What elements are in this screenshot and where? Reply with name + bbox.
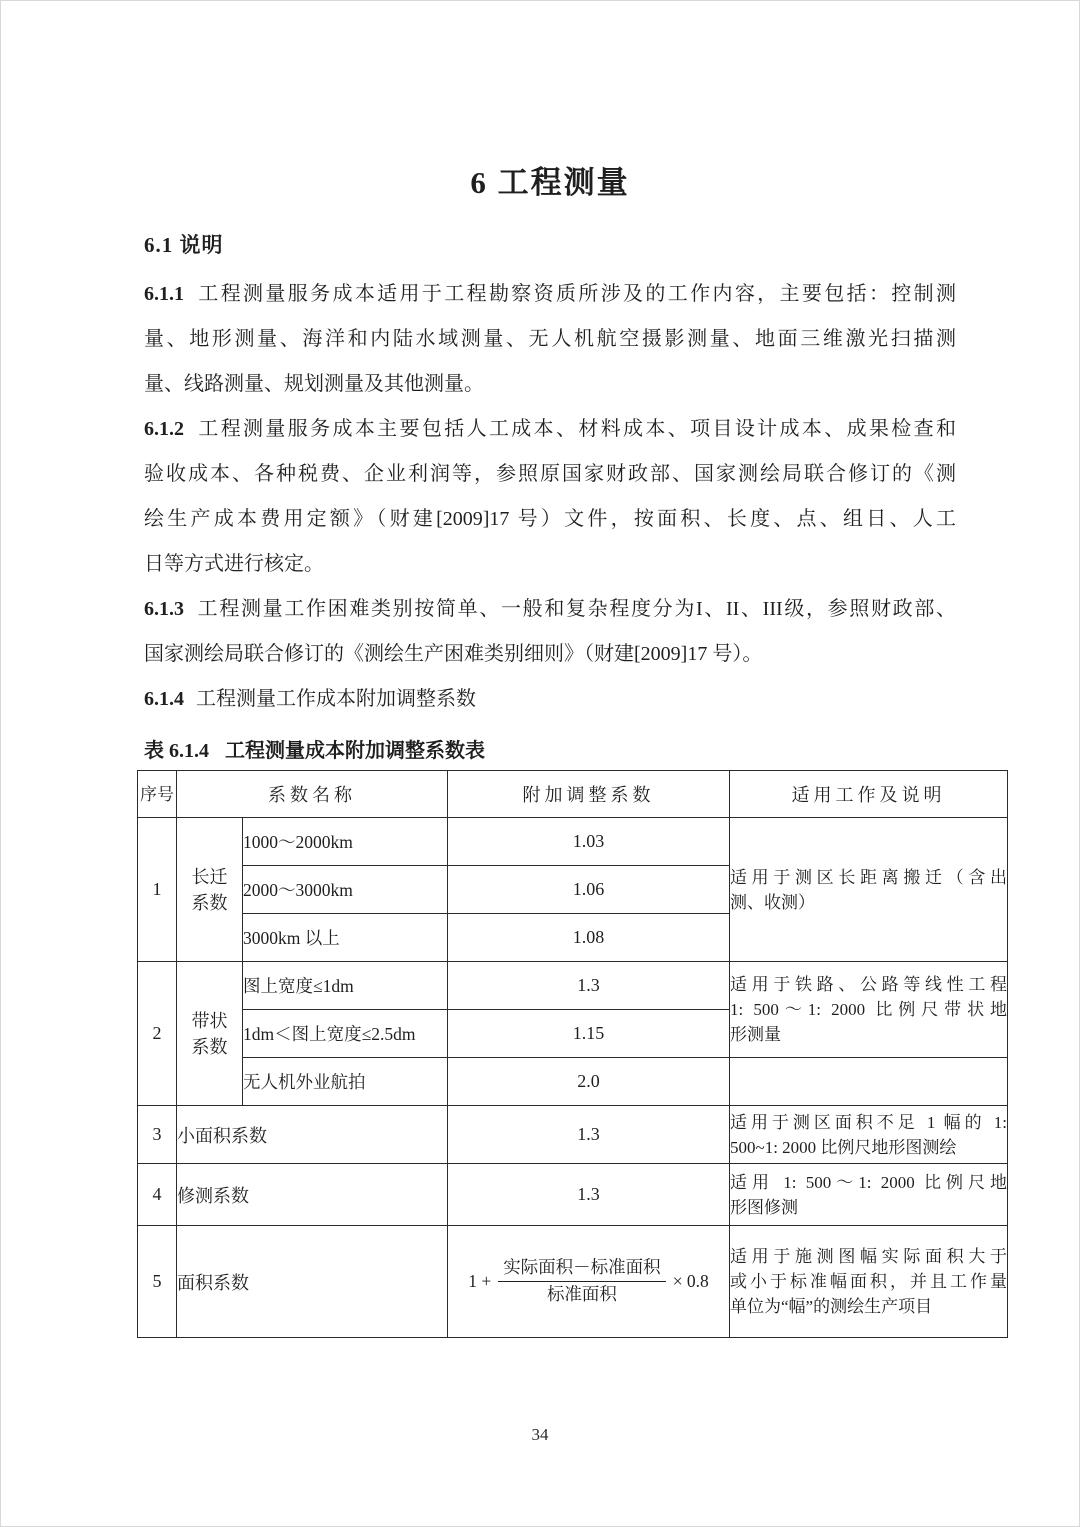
- body-text: 工程测量服务成本主要包括人工成本、材料成本、项目设计成本、成果检查和: [196, 418, 956, 440]
- item-label-cell: 1000～2000km: [243, 818, 448, 866]
- description-line: 适用 1: 500～1: 2000 比例尺地: [730, 1172, 1007, 1192]
- group-name-line: 系数: [191, 1036, 228, 1057]
- item-label-cell: 图上宽度≤1dm: [243, 962, 448, 1010]
- page-title: 6 工程测量: [470, 165, 630, 200]
- body-text: 绘生产成本费用定额》（财建[2009]17 号）文件，按面积、长度、点、组日、人工: [144, 508, 956, 530]
- body-line: [144, 272, 956, 317]
- table-row: [138, 818, 1008, 866]
- body-line: [144, 452, 956, 497]
- description-cell: [730, 818, 1008, 962]
- body-line: [144, 542, 956, 587]
- coefficient-name-cell: 面积系数: [177, 1226, 448, 1338]
- page-content: [140, 157, 1007, 1338]
- coefficient-value-cell: 1.3: [448, 1106, 730, 1164]
- fraction-numerator: 实际面积－标准面积: [503, 1257, 661, 1278]
- body-line: [144, 407, 956, 452]
- formula-cell: [448, 1226, 730, 1338]
- row-number-cell: 1: [138, 818, 177, 962]
- body-text: 工程测量工作困难类别按简单、一般和复杂程度分为I、II、III级，参照财政部、: [196, 598, 956, 620]
- coefficient-value-cell: 1.06: [448, 866, 730, 914]
- description-line: 形测量: [730, 1025, 781, 1044]
- row-number-cell: 5: [138, 1226, 177, 1338]
- table-header-row: [138, 771, 1008, 818]
- body-line: [144, 677, 956, 722]
- description-line: 适用于施测图幅实际面积大于: [730, 1247, 1007, 1266]
- description-cell: [730, 962, 1008, 1058]
- table-row: [138, 1058, 1008, 1106]
- row-number-cell: 3: [138, 1106, 177, 1164]
- header-col-description: 适用工作及说明: [730, 771, 1008, 818]
- description-cell: [730, 1106, 1008, 1164]
- coefficient-value-cell: 1.03: [448, 818, 730, 866]
- description-cell: [730, 1226, 1008, 1338]
- header-col-coefficient: 附加调整系数: [448, 771, 730, 818]
- clause-number: 6.1.2: [144, 418, 184, 440]
- coefficient-value-cell: 1.08: [448, 914, 730, 962]
- header-col-name: 系数名称: [177, 771, 448, 818]
- page-number: 34: [531, 1425, 549, 1444]
- clause-number: 6.1.4: [144, 688, 184, 710]
- description-line: 或小于标准幅面积，并且工作量: [730, 1272, 1007, 1291]
- area-coefficient-formula: [448, 1257, 729, 1306]
- group-name-cell: [177, 818, 243, 962]
- body-text: 国家测绘局联合修订的《测绘生产困难类别细则》（财建[2009]17 号）。: [144, 643, 763, 665]
- table-row: [138, 1226, 1008, 1338]
- header-col-no: 序号: [138, 771, 177, 818]
- table-caption: [144, 734, 956, 763]
- body-line: [144, 317, 956, 362]
- paragraph-611: [144, 272, 956, 407]
- body-text: 工程测量服务成本适用于工程勘察资质所涉及的工作内容，主要包括：控制测: [196, 283, 956, 305]
- body-text: 工程测量工作成本附加调整系数: [196, 688, 476, 710]
- table-caption-text: 工程测量成本附加调整系数表: [225, 740, 485, 762]
- description-line: 适用于测区长距离搬迁（含出: [730, 867, 1007, 887]
- coefficient-value-cell: 1.3: [448, 1164, 730, 1226]
- empty-description-cell: [730, 1058, 1008, 1106]
- group-name-line: 带状: [191, 1010, 228, 1031]
- description-line: 适用于铁路、公路等线性工程: [730, 975, 1007, 994]
- body-line: [144, 362, 956, 407]
- paragraph-612: [144, 407, 956, 587]
- body-text: 验收成本、各种税费、企业利润等，参照原国家财政部、国家测绘局联合修订的《测: [144, 463, 956, 485]
- description-line: 形图修测: [730, 1197, 798, 1217]
- body-line: [144, 497, 956, 542]
- row-number-cell: 2: [138, 962, 177, 1106]
- clause-number: 6.1.3: [144, 598, 184, 620]
- formula-suffix: × 0.8: [672, 1271, 709, 1291]
- clause-number: 6.1.1: [144, 283, 184, 305]
- coefficient-value-cell: 1.15: [448, 1010, 730, 1058]
- formula-prefix: 1 +: [468, 1271, 492, 1291]
- table-row: [138, 962, 1008, 1010]
- description-line: 测、收测）: [730, 892, 815, 912]
- paragraph-614: [144, 677, 956, 722]
- description-line: 适用于测区面积不足 1 幅的 1:: [730, 1112, 1007, 1132]
- body-line: [144, 587, 956, 632]
- formula-fraction: [498, 1257, 666, 1306]
- body-text: 量、地形测量、海洋和内陆水域测量、无人机航空摄影测量、地面三维激光扫描测: [144, 328, 956, 350]
- body-line: [144, 632, 956, 677]
- table-caption-label: 表 6.1.4: [144, 740, 209, 762]
- description-line: 1: 500～1: 2000 比例尺带状地: [730, 1000, 1007, 1019]
- item-label-cell: 1dm＜图上宽度≤2.5dm: [243, 1010, 448, 1058]
- coefficient-value-cell: 2.0: [448, 1058, 730, 1106]
- description-cell: [730, 1164, 1008, 1226]
- group-name-line: 系数: [191, 892, 228, 913]
- body-text: 日等方式进行核定。: [144, 553, 324, 575]
- item-label-cell: 2000～3000km: [243, 866, 448, 914]
- group-name-cell: [177, 962, 243, 1106]
- table-row: [138, 1106, 1008, 1164]
- description-line: 单位为“幅”的测绘生产项目: [730, 1297, 933, 1316]
- group-name-line: 长迁: [191, 866, 228, 887]
- table-row: [138, 1164, 1008, 1226]
- section-heading: 6.1 说明: [144, 233, 224, 257]
- fraction-denominator: 标准面积: [498, 1281, 666, 1306]
- item-label-cell: 3000km 以上: [243, 914, 448, 962]
- coefficient-name-cell: 修测系数: [177, 1164, 448, 1226]
- item-label-cell: 无人机外业航拍: [243, 1058, 448, 1106]
- adjustment-coefficient-table: [137, 770, 1008, 1338]
- coefficient-name-cell: 小面积系数: [177, 1106, 448, 1164]
- coefficient-value-cell: 1.3: [448, 962, 730, 1010]
- description-line: 500~1: 2000 比例尺地形图测绘: [730, 1137, 957, 1157]
- row-number-cell: 4: [138, 1164, 177, 1226]
- body-text: 量、线路测量、规划测量及其他测量。: [144, 373, 484, 395]
- paragraph-613: [144, 587, 956, 677]
